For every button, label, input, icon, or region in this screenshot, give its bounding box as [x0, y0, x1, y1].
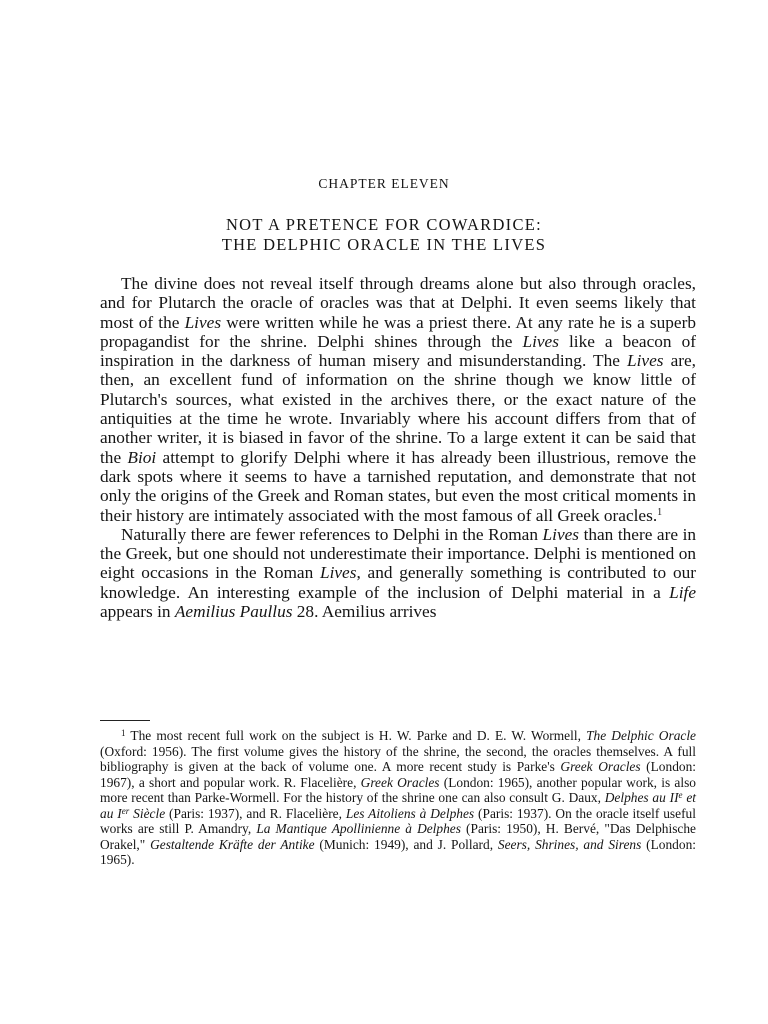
paragraph-2 [100, 525, 696, 621]
italic-run: Greek Oracles [360, 774, 440, 790]
footnote-1 [100, 728, 696, 868]
italic-run: et au I [100, 790, 696, 821]
text-run: (Oxford: 1956). The first volume gives the history of the shrine, the second, the oracles themselves. A full bibliography is given at the back of volume one. A more recent study is Parke's [100, 743, 696, 775]
paragraph-1 [100, 274, 696, 525]
text-run: 28. Aemilius arrives [292, 602, 437, 622]
italic-run: Siècle [129, 805, 166, 821]
text-run: The most recent full work on the subject is H. W. Parke and D. E. W. Wormell, [125, 728, 587, 743]
italic-run: Gestaltende Kräfte der Antike [150, 836, 315, 852]
italic-run: Lives [319, 563, 357, 583]
text-run: , and generally something is contributed to our knowledge. An interesting example of the inclusion of Delphi material in a [100, 563, 696, 602]
italic-run: The Delphic Oracle [586, 728, 696, 743]
italic-run: Delphes au II [604, 790, 679, 806]
italic-run: Les Aitoliens à Delphes [345, 805, 475, 821]
italic-run: La Mantique Apollinienne à Delphes [256, 821, 461, 837]
superscript-run: e [678, 790, 683, 801]
text-run: (London: 1967), a short and popular work. R. Flacelière, [100, 759, 696, 790]
text-run: were written while he was a priest there. At any rate he is a superb propagandist for the shrine. Delphi shines through the [100, 312, 697, 351]
superscript-run: er [121, 805, 130, 816]
chapter-title-line-1: NOT A PRETENCE FOR COWARDICE: [225, 215, 543, 234]
chapter-title-line-2: THE DELPHIC ORACLE IN THE LIVES [221, 235, 547, 254]
footnote-divider [100, 720, 150, 721]
text-run: attempt to glorify Delphi where it has already been illustrious, remove the dark spots where it seems to have a tarnished reputation, and demonstrate that not only the origins of the Greek and Roman states, but even the most critical moments in their history are intimately associated with the most famous of all Greek oracles. [100, 447, 696, 525]
text-run: than there are in the Greek, but one should not underestimate their importance. Delphi is mentioned on eight occasions in the Roman [100, 524, 697, 583]
text-run: (Munich: 1949), and J. Pollard, [314, 836, 498, 852]
italic-run: Lives [542, 524, 580, 544]
text-run: The divine does not reveal itself through dreams alone but also through oracles, and for Plutarch the oracle of oracles was that at Delphi. It even seems likely that most of the [100, 274, 696, 332]
italic-run: Seers, Shrines, and Sirens [497, 836, 642, 852]
footnotes [100, 728, 696, 868]
footnote-marker[interactable]: 1 [657, 506, 663, 518]
text-run: (Paris: 1937). On the oracle itself useful works are still P. Amandry, [100, 805, 696, 837]
body-text [100, 274, 696, 621]
italic-run: Life [669, 582, 696, 602]
italic-run: Lives [522, 331, 559, 351]
text-run: (Paris: 1950), H. Bervé, "Das Delphische Orakel," [100, 821, 696, 852]
text-run: (Paris: 1937), and R. Flacelière, [165, 805, 346, 821]
chapter-title [0, 215, 768, 255]
text-run: appears in [100, 602, 175, 622]
text-run: are, then, an excellent fund of information on the shrine though we know little of Plutarch's sources, what existed in the archives there, or the exact nature of the antiquities at the time he wrote. Invariably where his account differs from that of another writer, it is biased in favor of the shrine. To a large extent it can be said that the [100, 351, 696, 467]
chapter-heading: CHAPTER ELEVEN [318, 176, 450, 191]
italic-run: Aemilius Paullus [174, 602, 293, 622]
text-run: like a beacon of inspiration in the darkness of human misery and misunderstanding. The [100, 331, 696, 371]
text-run: (London: 1965). [100, 836, 696, 868]
italic-run: Bioi [127, 447, 157, 467]
text-run: Naturally there are fewer references to Delphi in the Roman [121, 524, 543, 544]
italic-run: Greek Oracles [560, 759, 641, 775]
italic-run: Lives [627, 351, 664, 371]
footnote-number: 1 [121, 728, 126, 738]
italic-run: Lives [184, 312, 222, 332]
text-run: (London: 1965), another popular work, is also more recent than Parke-Wormell. For the history of the shrine one can also consult G. Daux, [100, 774, 696, 806]
